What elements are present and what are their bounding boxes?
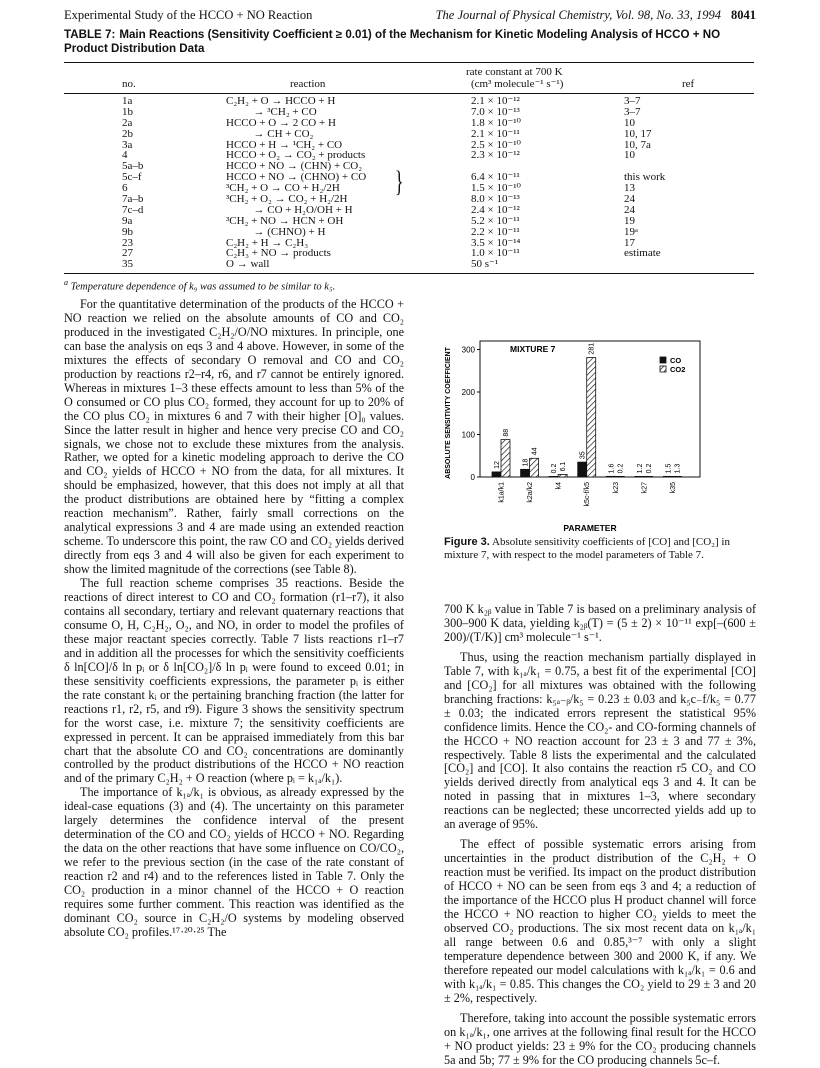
reference: 10, 7a [624,138,651,151]
reference: 10 [624,116,635,129]
bar-co-2 [521,469,530,477]
table-row [64,248,754,259]
reaction-equation: C₂H₂ + H → C₂H₃ [226,236,309,249]
table-footnote [64,278,335,293]
figure-3 [440,335,760,535]
reference: 24 [624,193,635,206]
bar-value-label: 281 [588,342,596,355]
y-tick-label: 100 [461,430,475,440]
bar-co-7 [663,476,672,477]
reaction-number: 27 [122,247,133,260]
paragraph: The full reaction scheme comprises 35 reactions. Beside the reactions of direct interest to CO and CO₂ formation (r1–r7), it also contains all secondary, tertiary and relevant quaternary reactions that consume O, H, C₂H₂, O₂, and NO, in order to model the profiles of these major reactant species correctly. Table 7 lists reactions r1–r7 and in addition all the processes for which the sensitivity coefficients δ ln[CO]/δ ln pᵢ or δ ln[CO₂]/δ ln pᵢ were found to exceed 0.01; in these sensitivity coefficients expressions, the parameter pᵢ is either the rate constant kᵢ or the pertaining branching fraction (the latter for reactions r1, r2, r5, and r9). Figure 3 shows the sensitivity spectrum for the worst case, i.e. mixture 7; the sensitivity coefficients are expressed in percent. It can be appraised immediately from this bar chart that the absolute CO and CO₂ concentrations are dominantly controlled by the product distributions of the HCCO + NO reaction and of the primary C₂H₂ + O reaction (where pᵢ = k₁ₐ/k₁). [64,576,404,786]
figure-caption [444,536,756,561]
rate-constant: 3.5 × 10⁻¹⁴ [471,236,521,249]
table-row [64,172,754,183]
reference: this work [624,171,666,184]
bar-value-label: 18 [522,458,530,467]
paragraph: For the quantitative determination of the products of the HCCO + NO reaction we relied on the absolute amounts of CO and CO₂ produced in the investigated C₂H₂/O/NO mixtures. In principle, one can base the analysis on eqs 3 and 4 above. However, in some of the mixtures the effects of secondary O removal and CO and CO₂ production by reactions r2–r4, r6, and r7 cannot be entirely ignored. Whereas in mixtures 1–3 these effects amount to less than 5% of the O consumed or CO plus CO₂ formed, they account for up to 20% of the CO plus CO₂ in mixtures 6 and 7 with their higher [O]₀ values. Since the latter result in higher and hence very precise CO and CO₂ signals, we chose not to exclude these mixtures from the analysis. Rather, we opted for a kinetic modeling approach to derive the CO and CO₂ yields of HCCO + NO from the data, for all mixtures. It should be emphasized, however, that this does not imply at all that the product distributions are obtained here by “fitting a complex reaction mechanism”. Rather, fairly small corrections on the analytical expressions 3 and 4 are made using an extended reaction scheme. To underscore this point, the raw CO and CO₂ yields derived directly from eqs 3 and 4 will also be given for each experiment to show the limited magnitude of the corrections (see Table 8). [64,297,404,577]
table-caption [64,28,754,56]
table-row [64,205,754,216]
table-row [64,259,754,270]
reaction-number: 3a [122,138,133,151]
reaction-number: 5a–b [122,160,144,173]
x-tick-label: k4 [555,482,563,490]
bar-co2-4 [587,358,596,477]
reaction-equation: ³CH₂ + NO → HCN + OH [226,214,344,227]
figure-label: Figure 3. [444,536,490,548]
chart-title: MIXTURE 7 [510,344,556,354]
reaction-number: 7a–b [122,193,144,206]
rate-constant: 6.4 × 10⁻¹¹ [471,171,520,184]
reference: estimate [624,247,661,260]
paragraph: The importance of k₁ₐ/k₁ is obvious, as already expressed by the ideal-case equations (3) and (4). The uncertainty on this parameter largely determines the confidence interval of the present determination of the CO and CO₂ yields of HCCO + NO. Regarding the data on the other reactions that have some influence on CO/CO₂, we refer to the previous section (in the case of the rate constant of reaction r2 and r4) and to the references listed in Table 7. Only the CO₂ production in a minor channel of the HCCO + O reaction requires some further comment. This reaction was identified as the dominant CO₂ source in C₂H₂/O systems by modeling observed absolute CO₂ profiles.¹⁷·²⁰·²⁵ The [64,785,404,939]
bar-co-4 [578,462,587,477]
reaction-equation: HCCO + O → 2 CO + H [226,116,336,129]
reaction-equation: C₂H₃ + NO → products [226,247,331,260]
table-row [64,227,754,238]
footnote-mark: a [64,278,68,287]
table-brace: } [394,165,404,198]
rate-constant: 7.0 × 10⁻¹³ [471,105,520,118]
reference: 17 [624,236,635,249]
bar-value-label: 88 [503,428,510,437]
reaction-equation: → ³CH₂ + CO [226,105,317,118]
header-reaction: reaction [290,78,326,90]
reaction-number: 1b [122,105,133,118]
reaction-number: 4 [122,149,128,162]
bar-co2-2 [530,458,539,477]
x-tick-label: k27 [641,482,649,494]
rate-constant: 2.1 × 10⁻¹¹ [471,127,520,140]
y-tick-label: 300 [461,345,475,355]
reaction-equation: O → wall [226,258,270,271]
reaction-equation: → (CHNO) + H [226,225,326,238]
table-bottom-rule [64,273,754,274]
x-tick-label: k35 [669,482,677,494]
reference: 19ᵃ [624,225,639,238]
reaction-equation: HCCO + NO → (CHN) + CO₂ [226,160,363,173]
table-row [64,194,754,205]
bar-value-label: 1.5 [665,463,673,474]
legend-swatch-co [660,357,666,363]
reaction-number: 5c–f [122,171,142,184]
table-row [64,129,754,140]
bar-value-label: 1.2 [636,463,644,474]
reaction-number: 9a [122,214,133,227]
bar-co2-7 [672,476,681,477]
reaction-equation: HCCO + H → ¹CH₂ + CO [226,138,343,151]
header-rate-line1: rate constant at 700 K [466,66,563,78]
y-axis-label: ABSOLUTE SENSITIVITY COEFFICIENT [445,347,452,479]
paragraph: Therefore, taking into account the possible systematic errors on k₁ₐ/k₁, one arrives at the following final result for the HCCO + NO product yields: 23 ± 9% for the CO₂ producing channels 5a and 5b; 77 ± 9% for the CO producing channels 5c–f. [444,1010,756,1067]
reaction-equation: ³CH₂ + O₂ → CO₂ + H₂/2H [226,193,348,206]
rate-constant: 2.5 × 10⁻¹⁰ [471,138,521,151]
table-row [64,107,754,118]
x-tick-label: k1a/k1 [498,482,506,503]
rate-constant: 2.4 × 10⁻¹² [471,203,520,216]
legend-label-co2: CO2 [670,365,686,374]
bar-value-label: 12 [494,461,501,469]
rate-constant: 50 s⁻¹ [471,258,499,271]
legend-swatch-co2 [660,366,666,372]
rate-constant: 1.8 × 10⁻¹⁰ [471,116,521,129]
reaction-number: 1a [122,95,133,107]
table-title: Main Reactions (Sensitivity Coefficient ≥ 0.01) of the Mechanism for Kinetic Modeling Analysis of HCCO + NO Product Distribution Data [64,28,721,55]
bar-value-label: 1.6 [608,463,616,474]
paragraph: 700 K k₂ᵦ value in Table 7 is based on a preliminary analysis of 300–900 K data, yielding k₂ᵦ(T) = (5 ± 2) × 10⁻¹¹ exp[–(600 ± 200)/(T/K)] cm³ molecule⁻¹ s⁻¹. [444,602,756,644]
running-head-left: Experimental Study of the HCCO + NO Reaction [64,8,313,22]
bar-value-label: 35 [579,451,587,460]
reaction-number: 2a [122,116,133,129]
rate-constant: 8.0 × 10⁻¹³ [471,193,520,206]
right-column [444,603,756,1068]
reaction-equation: → CH + CO₂ [226,127,314,140]
table-row [64,140,754,151]
rate-constant: 2.3 × 10⁻¹² [471,149,520,162]
table-row [64,183,754,194]
bar-value-label: 0.2 [551,463,559,474]
bar-co-6 [635,476,644,477]
left-column [64,298,404,940]
bar-co-5 [606,476,615,477]
y-tick-label: 200 [461,388,475,397]
rate-constant: 2.1 × 10⁻¹² [471,95,520,107]
reference: 3–7 [624,105,641,118]
reaction-number: 2b [122,127,133,140]
bar-co-1 [492,472,501,477]
running-head [64,8,756,24]
reaction-number: 6 [122,182,128,195]
journal-citation: The Journal of Physical Chemistry, Vol. 98, No. 33, 1994 [435,8,721,22]
reaction-equation: HCCO + NO → (CHNO) + CO [226,171,367,184]
bar-value-label: 0.2 [645,463,653,474]
table-row [64,96,754,107]
reaction-number: 35 [122,258,133,271]
bar-co2-6 [644,476,653,477]
rate-constant: 5.2 × 10⁻¹¹ [471,214,520,227]
bar-co2-3 [558,474,567,477]
reaction-number: 23 [122,236,133,249]
reference: 19 [624,214,635,227]
table-body [64,96,754,270]
reaction-number: 9b [122,225,133,238]
running-head-right [436,8,756,24]
rate-constant: 1.5 × 10⁻¹⁰ [471,182,521,195]
bar-co2-1 [501,440,510,477]
reference: 24 [624,203,635,216]
footnote-text: Temperature dependence of k₉ was assumed to be similar to k₅. [70,281,336,293]
y-tick-label: 0 [470,473,475,482]
reference: 13 [624,182,635,195]
rate-constant: 2.2 × 10⁻¹¹ [471,225,520,238]
header-no: no. [122,78,136,90]
header-rate-line2: (cm³ molecule⁻¹ s⁻¹) [471,78,564,90]
rate-constant: 1.0 × 10⁻¹¹ [471,247,520,260]
table-header-rule [64,93,754,94]
reaction-number: 7c–d [122,203,144,216]
reference: 10, 17 [624,127,652,140]
reaction-equation: → CO + H₂O/OH + H [226,203,353,216]
reference: 10 [624,149,635,162]
reaction-equation: C₂H₂ + O → HCCO + H [226,95,336,107]
paragraph: Thus, using the reaction mechanism partially displayed in Table 7, with k₁ₐ/k₁ = 0.75, a best fit of the experimental [CO] and [CO₂] for all mixtures was obtained with the following branching fractions: k₅ₐ₋ᵦ/k₅ = 0.23 ± 0.03 and k₅c₋f/k₅ = 0.77 ± 0.03; the indicated errors represent the statistical 95% confidence limits. Hence the CO₂- and CO-forming channels of the HCCO + NO reaction account for 23 ± 3 and 77 ± 3%, respectively. Table 8 lists the experimental and the calculated [CO₂] and [CO]. It also contains the reaction r5 CO₂ and CO yields derived directly from analytical eqs 3 and 4. It can be noted in passing that in mixtures 1–3, where secondary reactions can be neglected; these uncorrected yields add up to an average of 95%. [444,649,756,832]
x-tick-label: k23 [612,482,620,494]
bar-co2-5 [615,476,624,477]
reference: 3–7 [624,95,641,107]
bar-value-label: 44 [531,447,539,456]
bar-co-3 [549,476,558,477]
x-tick-label: k5c-f/k5 [584,482,592,507]
bar-value-label: 6.1 [560,461,568,472]
x-tick-label: k2a/k2 [527,482,535,503]
table-header [64,66,754,94]
header-ref: ref [682,78,695,90]
table-row [64,216,754,227]
legend-label-co: CO [670,356,682,365]
reaction-equation: HCCO + O₂ → CO₂ + products [226,149,366,162]
reaction-equation: ³CH₂ + O → CO + H₂/2H [226,182,340,195]
paragraph: The effect of possible systematic errors arising from uncertainties in the product distribution of the C₂H₂ + O reaction must be verified. Its impact on the product distribution of HCCO + NO can be seen from eqs 3 and 4; a reduction of the importance of the HCCO plus H product channel will force the HCCO + NO reaction to higher CO₂ yields to meet the observed CO₂ productions. The six most recent data on k₁ₐ/k₁ all range between 0.6 and 0.85,³⁻⁷ with only a slight temperature dependence between 300 and 2000 K, if any. We therefore repeated our model calculations with k₁ₐ/k₁ = 0.6 and with k₁ₐ/k₁ = 0.85. This changes the CO₂ yield to 29 ± 3 and 20 ± 2%, respectively. [444,837,756,1005]
figure-caption-text: Absolute sensitivity coefficients of [CO] and [CO₂] in mixture 7, with respect to the model parameters of Table 7. [444,536,730,561]
x-axis-label: PARAMETER [563,523,617,533]
page-number: 8041 [731,8,756,22]
sensitivity-bar-chart [440,335,760,535]
table-label: TABLE 7: [64,28,116,41]
table-row [64,150,754,161]
bar-value-label: 0.2 [617,463,625,474]
table-top-rule [64,62,754,63]
bar-value-label: 1.3 [674,463,682,474]
